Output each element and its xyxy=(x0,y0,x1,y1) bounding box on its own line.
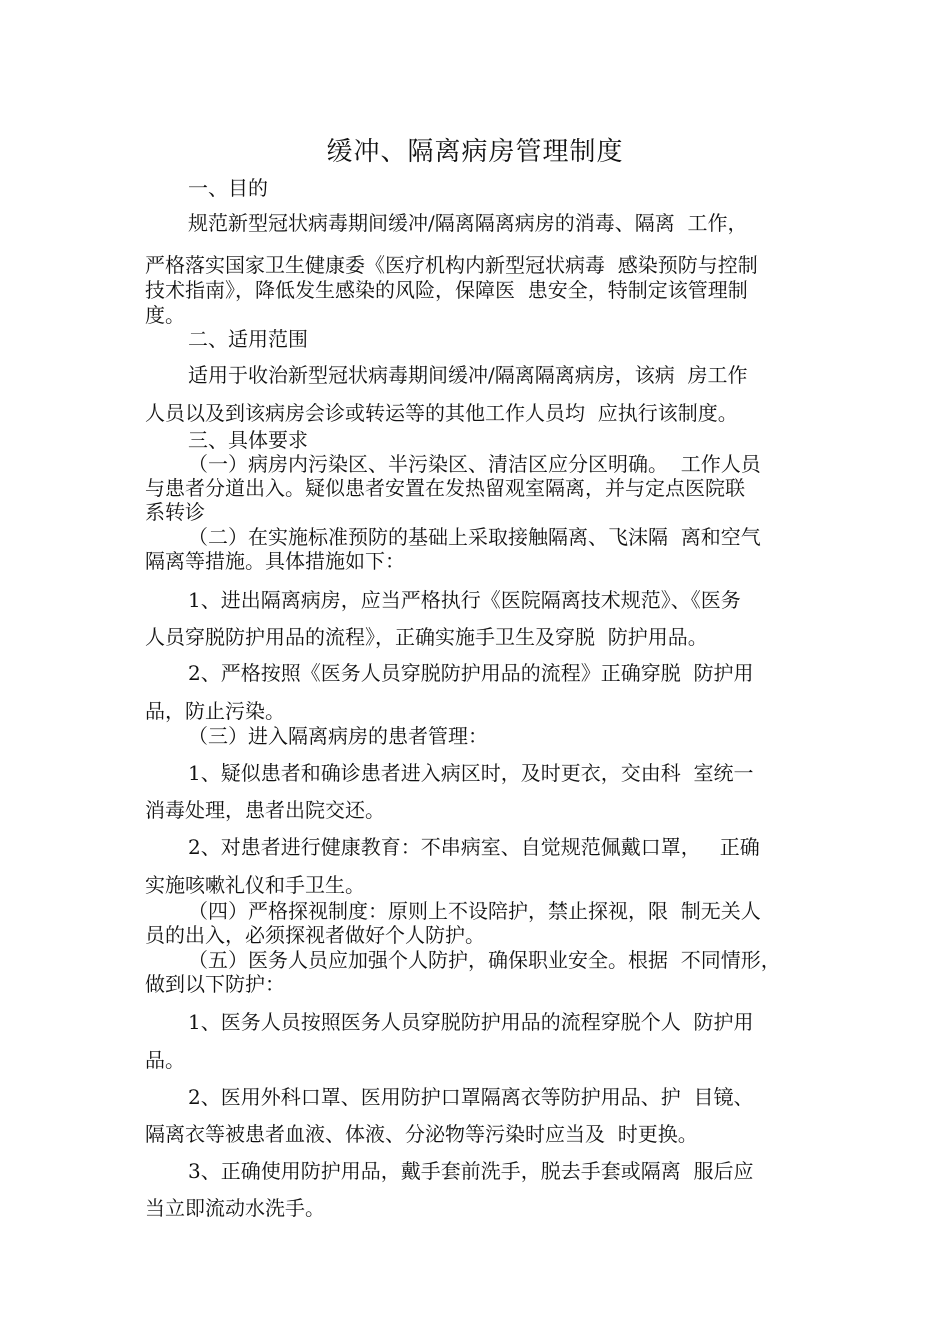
paragraph-line: （三）进入隔离病房的患者管理： xyxy=(188,724,488,748)
paragraph-line: 当立即流动水洗手。 xyxy=(145,1196,325,1220)
paragraph-line: 适用于收治新型冠状病毒期间缓冲/隔离隔离病房，该病 房工作 xyxy=(188,363,748,387)
paragraph-line: 实施咳嗽礼仪和手卫生。 xyxy=(145,873,365,897)
paragraph-line: 品。 xyxy=(145,1048,185,1072)
paragraph-line: （一）病房内污染区、半污染区、清洁区应分区明确。 工作人员 xyxy=(188,452,761,476)
paragraph-line: 技术指南》，降低发生感染的风险，保障医 患安全，特制定该管理制 xyxy=(145,278,748,302)
paragraph-line: 员的出入，必须探视者做好个人防护。 xyxy=(145,923,485,947)
paragraph-line: 度。 xyxy=(145,303,185,327)
section-heading-scope: 二、适用范围 xyxy=(188,327,308,351)
document-title: 缓冲、隔离病房管理制度 xyxy=(326,137,624,167)
paragraph-line: （五）医务人员应加强个人防护，确保职业安全。根据 不同情形， xyxy=(188,948,781,972)
paragraph-line: 1、医务人员按照医务人员穿脱防护用品的流程穿脱个人 防护用 xyxy=(188,1010,754,1034)
paragraph-line: （四）严格探视制度：原则上不设陪护，禁止探视，限 制无关人 xyxy=(188,899,761,923)
section-heading-purpose: 一、目的 xyxy=(188,176,268,200)
paragraph-line: 2、医用外科口罩、医用防护口罩隔离衣等防护用品、护 目镜、 xyxy=(188,1085,754,1109)
paragraph-line: 规范新型冠状病毒期间缓冲/隔离隔离病房的消毒、隔离 工作， xyxy=(188,211,748,235)
paragraph-line: （二）在实施标准预防的基础上采取接触隔离、飞沫隔 离和空气 xyxy=(188,525,761,549)
paragraph-line: 系转诊 xyxy=(145,500,205,524)
section-heading-requirements: 三、具体要求 xyxy=(188,428,308,452)
paragraph-line: 隔离等措施。具体措施如下： xyxy=(145,549,405,573)
paragraph-line: 严格落实国家卫生健康委《医疗机构内新型冠状病毒 感染预防与控制 xyxy=(145,253,758,277)
paragraph-line: 做到以下防护： xyxy=(145,972,285,996)
paragraph-line: 1、进出隔离病房，应当严格执行《医院隔离技术规范》、《医务 xyxy=(188,588,741,612)
paragraph-line: 与患者分道出入。疑似患者安置在发热留观室隔离，并与定点医院联 xyxy=(145,476,745,500)
paragraph-line: 人员穿脱防护用品的流程》，正确实施手卫生及穿脱 防护用品。 xyxy=(145,625,708,649)
paragraph-line: 2、对患者进行健康教育：不串病室、自觉规范佩戴口罩， 正确 xyxy=(188,835,760,859)
paragraph-line: 人员以及到该病房会诊或转运等的其他工作人员均 应执行该制度。 xyxy=(145,401,738,425)
paragraph-line: 1、疑似患者和确诊患者进入病区时，及时更衣，交由科 室统一 xyxy=(188,761,754,785)
paragraph-line: 2、严格按照《医务人员穿脱防护用品的流程》正确穿脱 防护用 xyxy=(188,661,754,685)
paragraph-line: 3、正确使用防护用品，戴手套前洗手，脱去手套或隔离 服后应 xyxy=(188,1159,754,1183)
paragraph-line: 隔离衣等被患者血液、体液、分泌物等污染时应当及 时更换。 xyxy=(145,1122,698,1146)
paragraph-line: 消毒处理，患者出院交还。 xyxy=(145,798,385,822)
paragraph-line: 品，防止污染。 xyxy=(145,699,285,723)
